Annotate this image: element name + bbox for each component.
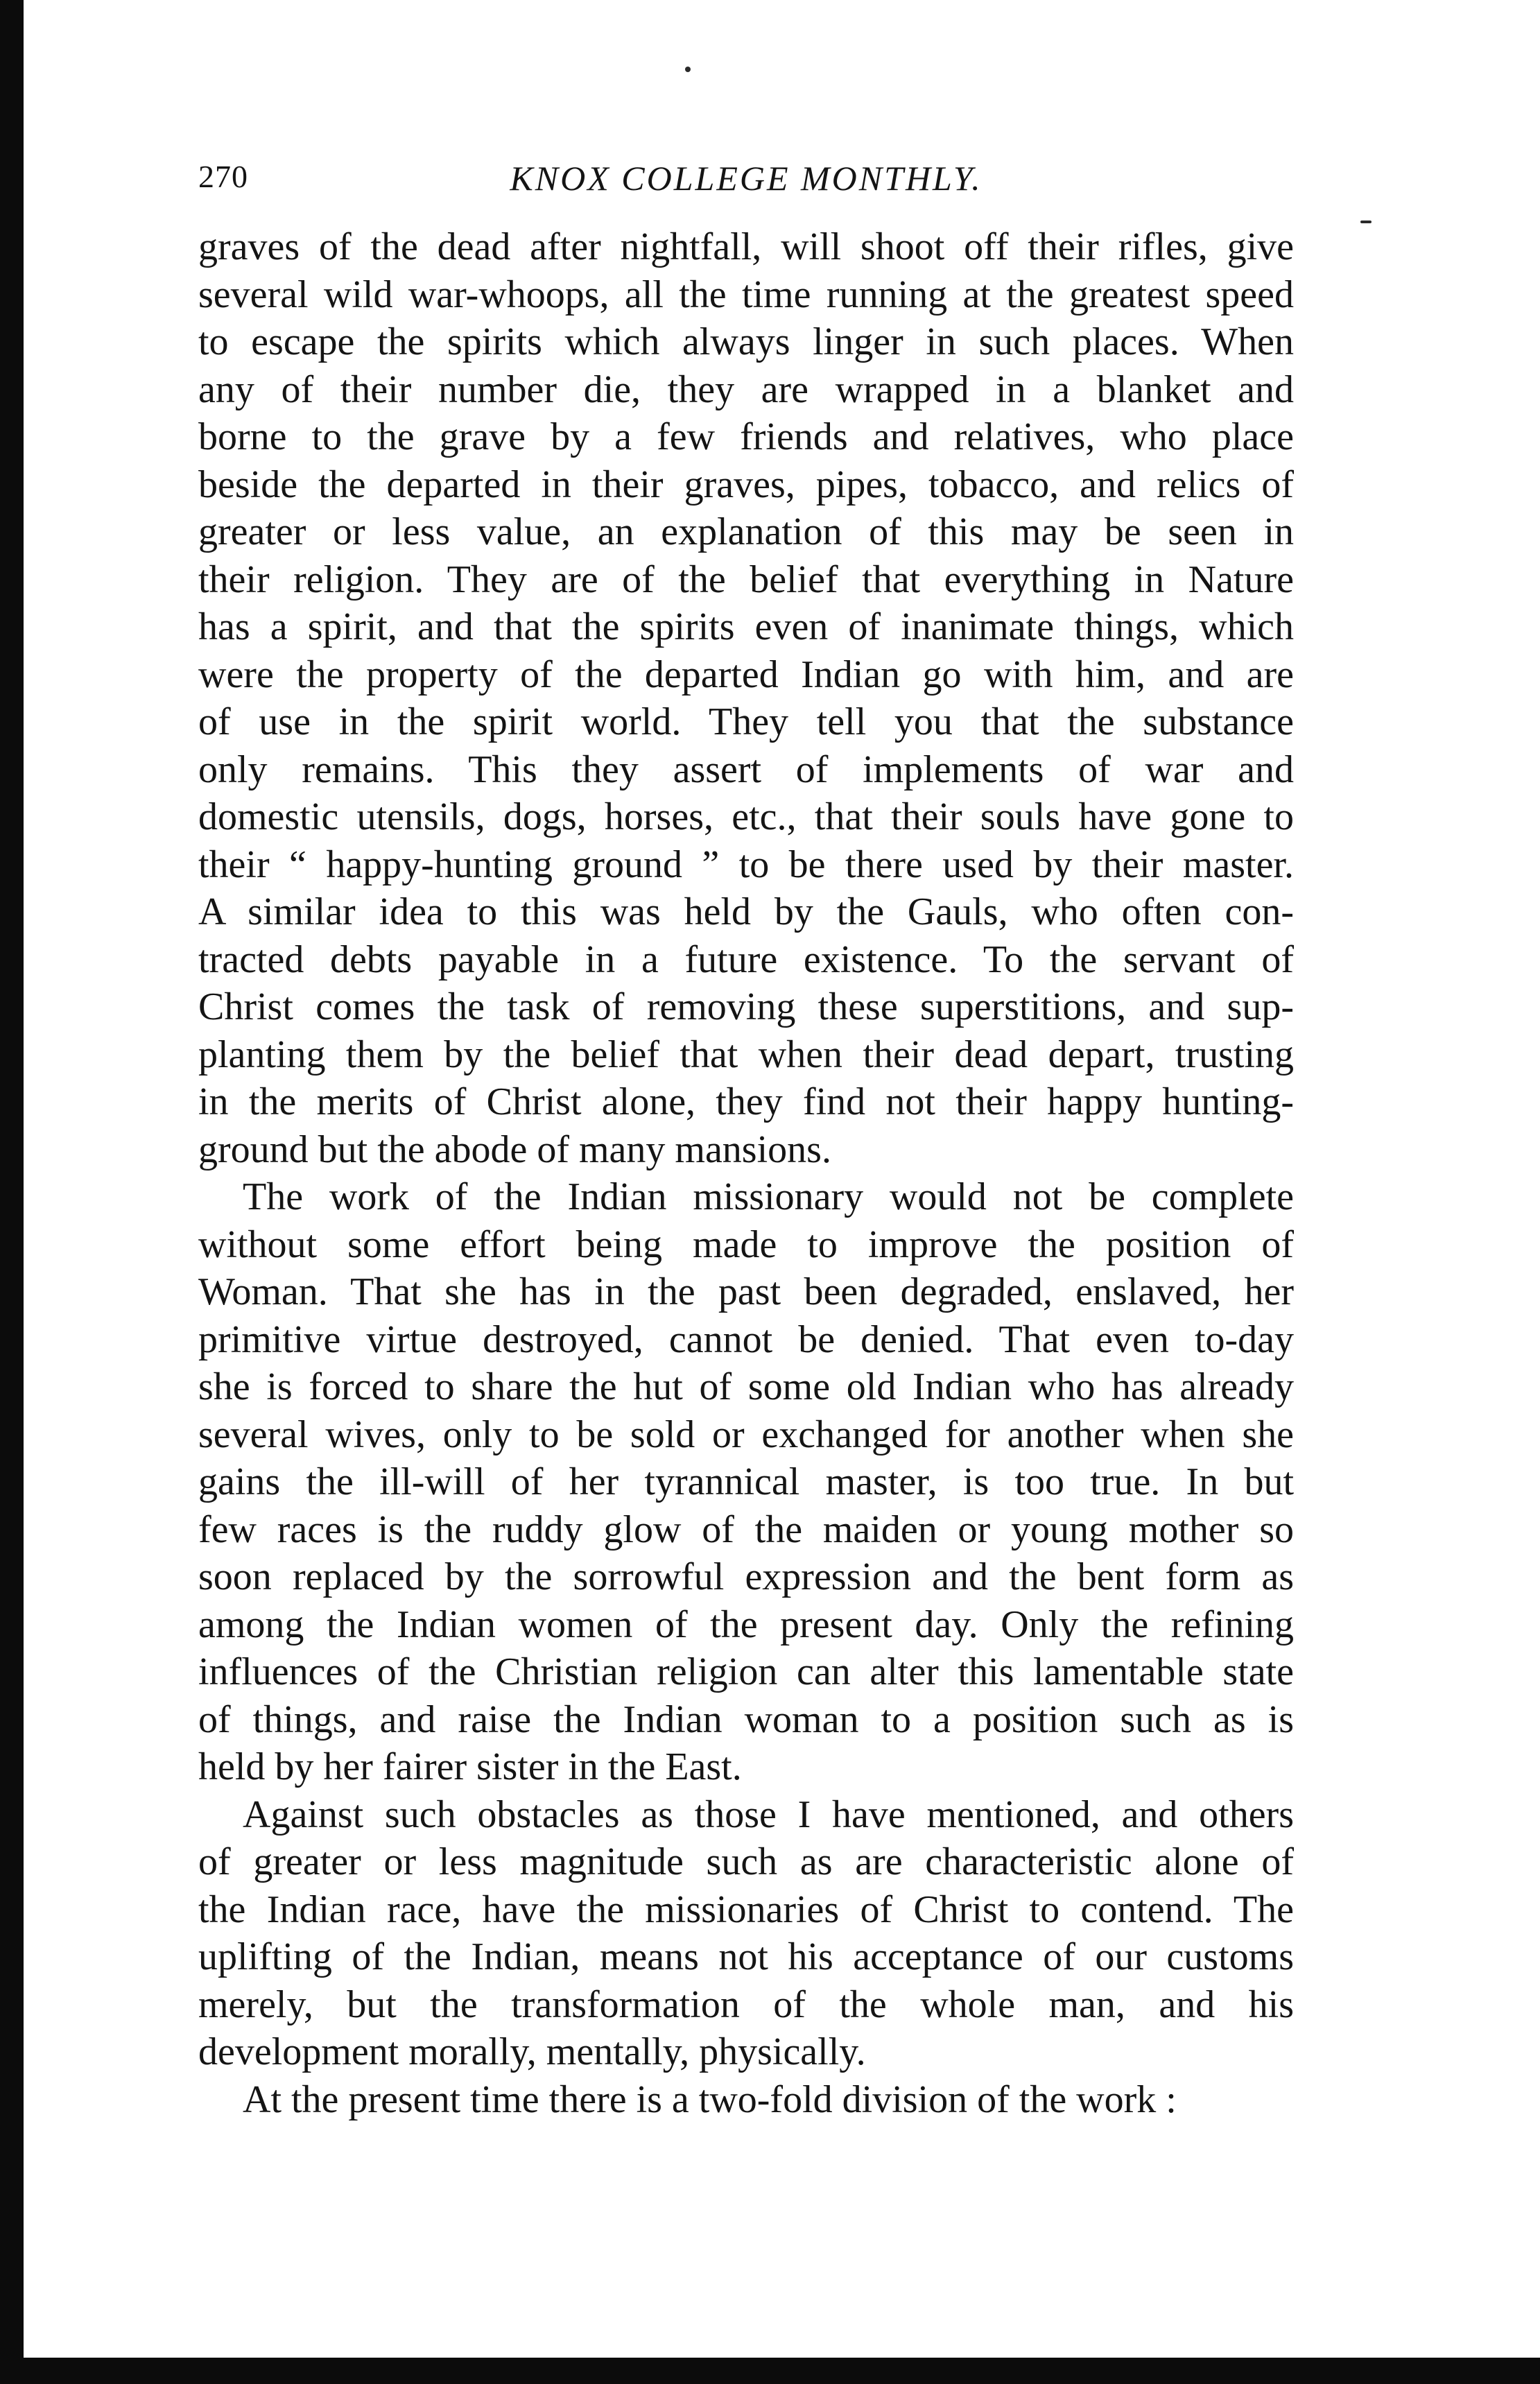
- text-line: held by her fairer sister in the East.: [198, 1745, 742, 1788]
- text-line: primitive virtue destroyed, cannot be denied. That even to-day: [198, 1318, 1294, 1361]
- text-line: Against such obstacles as those I have mentioned, and others: [243, 1793, 1294, 1836]
- text-line: ground but the abode of many mansions.: [198, 1128, 831, 1171]
- text-line: to escape the spirits which always linger in such places. When: [198, 320, 1294, 363]
- paragraph: [198, 1791, 1294, 2076]
- text-line: soon replaced by the sorrowful expression and the bent form as: [198, 1555, 1294, 1598]
- text-line: of greater or less magnitude such as are characteristic alone of: [198, 1840, 1294, 1883]
- running-head: KNOX COLLEGE MONTHLY.: [510, 159, 983, 198]
- text-line: graves of the dead after nightfall, will shoot off their rifles, give: [198, 225, 1294, 268]
- text-line: without some effort being made to improve the position of: [198, 1223, 1294, 1266]
- text-line: in the merits of Christ alone, they find not their happy hunting-: [198, 1080, 1294, 1123]
- text-line: beside the departed in their graves, pipes, tobacco, and relics of: [198, 463, 1294, 506]
- text-line: of things, and raise the Indian woman to a position such as is: [198, 1698, 1294, 1741]
- paragraph: [198, 2076, 1294, 2124]
- scan-edge-bottom: [0, 2358, 1540, 2384]
- text-line: greater or less value, an explanation of this may be seen in: [198, 510, 1294, 553]
- text-line: their religion. They are of the belief that everything in Nature: [198, 558, 1294, 601]
- text-line: planting them by the belief that when their dead depart, trusting: [198, 1033, 1294, 1076]
- text-line: uplifting of the Indian, means not his acceptance of our customs: [198, 1935, 1294, 1978]
- article-body: [198, 223, 1294, 2123]
- text-line: several wild war-whoops, all the time running at the greatest speed: [198, 273, 1294, 316]
- text-line: merely, but the transformation of the whole man, and his: [198, 1983, 1294, 2026]
- text-line: development morally, mentally, physically.: [198, 2030, 866, 2073]
- scan-speck: [1360, 221, 1372, 223]
- text-line: their “ happy-hunting ground ” to be there used by their master.: [198, 843, 1294, 886]
- text-line: among the Indian women of the present day. Only the refining: [198, 1603, 1294, 1646]
- paragraph: [198, 1173, 1294, 1791]
- text-line: Christ comes the task of removing these superstitions, and sup-: [198, 985, 1294, 1028]
- text-line: influences of the Christian religion can alter this lamentable state: [198, 1650, 1294, 1693]
- page-number: 270: [198, 159, 248, 194]
- text-line: The work of the Indian missionary would not be complete: [243, 1175, 1294, 1218]
- text-line: has a spirit, and that the spirits even of inanimate things, which: [198, 605, 1294, 648]
- text-line: only remains. This they assert of implements of war and: [198, 748, 1294, 791]
- text-line: any of their number die, they are wrapped in a blanket and: [198, 368, 1294, 411]
- text-line: several wives, only to be sold or exchanged for another when she: [198, 1413, 1294, 1456]
- text-line: tracted debts payable in a future existence. To the servant of: [198, 938, 1294, 981]
- text-line: she is forced to share the hut of some old Indian who has already: [198, 1365, 1294, 1408]
- text-line: the Indian race, have the missionaries of Christ to contend. The: [198, 1888, 1294, 1931]
- text-line: borne to the grave by a few friends and relatives, who place: [198, 415, 1294, 458]
- page-header: [198, 158, 1294, 207]
- text-line: were the property of the departed Indian go with him, and are: [198, 653, 1294, 696]
- text-line: of use in the spirit world. They tell you that the substance: [198, 700, 1294, 743]
- scan-speck: [685, 67, 691, 72]
- text-line: gains the ill-will of her tyrannical master, is too true. In but: [198, 1460, 1294, 1503]
- text-line: Woman. That she has in the past been degraded, enslaved, her: [198, 1270, 1294, 1313]
- text-line: At the present time there is a two-fold division of the work :: [243, 2078, 1177, 2121]
- scan-edge-left: [0, 0, 24, 2384]
- text-line: A similar idea to this was held by the Gauls, who often con-: [198, 890, 1294, 933]
- text-line: domestic utensils, dogs, horses, etc., that their souls have gone to: [198, 795, 1294, 838]
- text-line: few races is the ruddy glow of the maiden or young mother so: [198, 1508, 1294, 1551]
- paragraph: [198, 223, 1294, 1173]
